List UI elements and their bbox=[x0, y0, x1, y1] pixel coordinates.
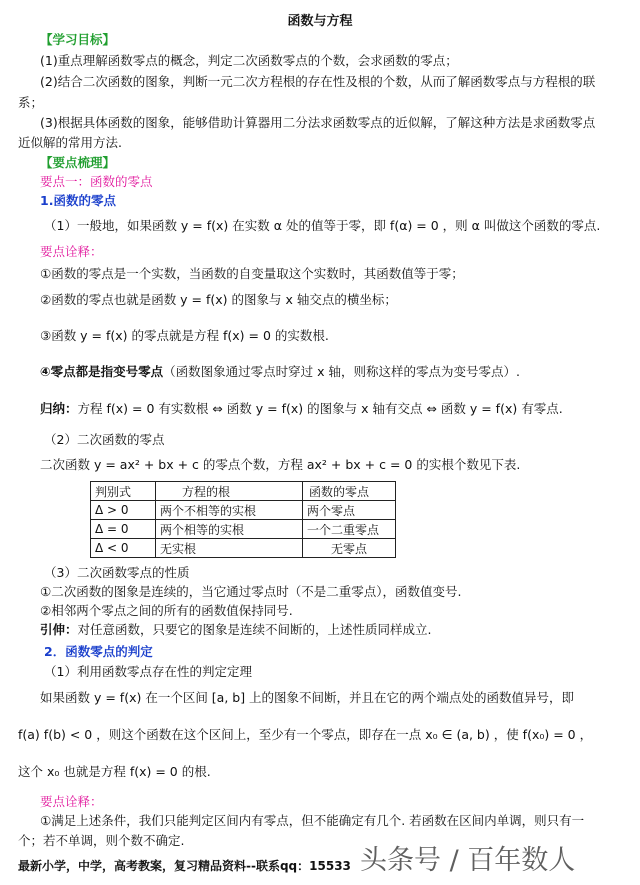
note-4-bold: ④零点都是指变号零点 bbox=[40, 364, 164, 379]
conclusion-label: 归纳： bbox=[40, 401, 78, 416]
note-header-1: 要点诠释： bbox=[40, 244, 103, 259]
table-row bbox=[91, 520, 396, 539]
table-cell: Δ > 0 bbox=[91, 501, 156, 520]
summary-header: 【要点梳理】 bbox=[40, 155, 116, 170]
discriminant-table bbox=[90, 481, 396, 558]
extension-text: 对任意函数，只要它的图象是连续不间断的，上述性质同样成立. bbox=[77, 622, 432, 637]
goal-item-3: (3)根据具体函数的图象，能够借助计算器用二分法求函数零点的近似解，了解这种方法是求函数零点 bbox=[40, 115, 596, 130]
table-cell: Δ < 0 bbox=[91, 539, 156, 558]
section-2-heading: 2．函数零点的判定 bbox=[44, 644, 153, 659]
theorem-line-2: f(a) f(b) < 0 ，则这个函数在这个区间上，至少有一个零点，即存在一点 x₀ ∈ (a, b) ，使 f(x₀) = 0 ， bbox=[18, 727, 593, 742]
note-4-rest: （函数图象通过零点时穿过 x 轴，则称这样的零点为变号零点）. bbox=[163, 364, 520, 379]
page-title: 函数与方程 bbox=[287, 14, 353, 29]
note-header-2: 要点诠释： bbox=[40, 794, 103, 809]
extension bbox=[40, 620, 432, 638]
conclusion-text: 方程 f(x) = 0 有实数根 ⇔ 函数 y = f(x) 的图象与 x 轴有交点 ⇔ 函数 y = f(x) 有零点. bbox=[77, 401, 563, 416]
watermark: 头条号 / 百年数人 bbox=[360, 845, 576, 876]
table-header: 函数的零点 bbox=[303, 482, 396, 501]
table-header-row bbox=[91, 482, 396, 501]
goal-item-2-cont: 系； bbox=[18, 95, 44, 110]
key-point-1: 要点一：函数的零点 bbox=[40, 174, 153, 189]
footer-text: 最新小学，中学，高考教案，复习精品资料--联系qq：15533 bbox=[18, 859, 351, 873]
zero-definition: （1）一般地，如果函数 y = f(x) 在实数 α 处的值等于零，即 f(α) = 0 ，则 α 叫做这个函数的零点. bbox=[44, 218, 601, 233]
quadratic-intro: 二次函数 y = ax² + bx + c 的零点个数，方程 ax² + bx + c = 0 的实根个数见下表. bbox=[40, 457, 521, 472]
goal-item-3-cont: 近似解的常用方法. bbox=[18, 135, 122, 150]
judgement-1: （1）利用函数零点存在性的判定定理 bbox=[44, 664, 252, 679]
goals-header: 【学习目标】 bbox=[40, 32, 116, 47]
table-header: 方程的根 bbox=[156, 482, 303, 501]
note-2: ②函数的零点也就是函数 y = f(x) 的图象与 x 轴交点的横坐标； bbox=[40, 292, 397, 307]
table-cell: 无零点 bbox=[303, 539, 396, 558]
table-cell: 两个相等的实根 bbox=[156, 520, 303, 539]
subsection-2: （2）二次函数的零点 bbox=[44, 432, 165, 447]
table-cell: 无实根 bbox=[156, 539, 303, 558]
extension-label: 引伸： bbox=[40, 622, 78, 637]
table-header: 判别式 bbox=[91, 482, 156, 501]
table-cell: 一个二重零点 bbox=[303, 520, 396, 539]
table-cell: 两个不相等的实根 bbox=[156, 501, 303, 520]
note-1: ①函数的零点是一个实数，当函数的自变量取这个实数时，其函数值等于零； bbox=[40, 266, 464, 281]
table-cell: 两个零点 bbox=[303, 501, 396, 520]
theorem-line-1: 如果函数 y = f(x) 在一个区间 [a, b] 上的图象不间断，并且在它的两个端点处的函数值异号，即 bbox=[40, 690, 575, 705]
goal-item-2: (2)结合二次函数的图象，判断一元二次方程根的存在性及根的个数，从而了解函数零点与方程根的联 bbox=[40, 74, 596, 89]
theorem-line-3: 这个 x₀ 也就是方程 f(x) = 0 的根. bbox=[18, 764, 211, 779]
subsection-3: （3）二次函数零点的性质 bbox=[44, 565, 190, 580]
table-row bbox=[91, 501, 396, 520]
table-cell: Δ = 0 bbox=[91, 520, 156, 539]
note-2-1: ①满足上述条件，我们只能判定区间内有零点，但不能确定有几个. 若函数在区间内单调，则只有一 bbox=[40, 813, 585, 828]
conclusion bbox=[40, 399, 563, 417]
property-1: ①二次函数的图象是连续的，当它通过零点时（不是二重零点），函数值变号. bbox=[40, 584, 462, 599]
note-4 bbox=[40, 362, 520, 380]
goal-item-1: (1)重点理解函数零点的概念，判定二次函数零点的个数，会求函数的零点； bbox=[40, 53, 458, 68]
table-row bbox=[91, 539, 396, 558]
property-2: ②相邻两个零点之间的所有的函数值保持同号. bbox=[40, 603, 293, 618]
note-3: ③函数 y = f(x) 的零点就是方程 f(x) = 0 的实数根. bbox=[40, 328, 329, 343]
section-1-heading: 1.函数的零点 bbox=[40, 193, 116, 208]
note-2-1-cont: 个；若不单调，则个数不确定. bbox=[18, 833, 185, 848]
